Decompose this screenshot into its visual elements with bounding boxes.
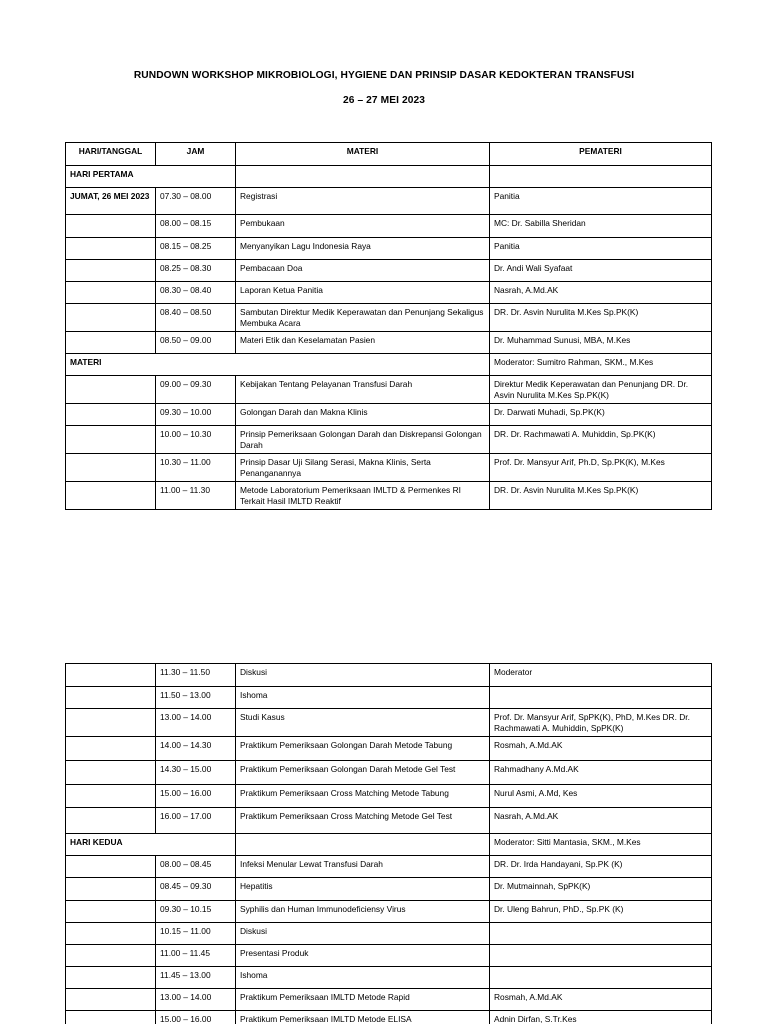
row-topic: Praktikum Pemeriksaan Cross Matching Metode Gel Test	[236, 808, 490, 834]
table-row	[66, 709, 712, 737]
row-speaker: DR. Dr. Asvin Nurulita M.Kes Sp.PK(K)	[490, 304, 712, 332]
table-row	[66, 737, 712, 761]
row-day	[66, 215, 156, 238]
row-day	[66, 808, 156, 834]
row-topic: Prinsip Pemeriksaan Golongan Darah dan Diskrepansi Golongan Darah	[236, 426, 490, 454]
row-topic: Infeksi Menular Lewat Transfusi Darah	[236, 856, 490, 878]
row-speaker: Dr. Darwati Muhadi, Sp.PK(K)	[490, 404, 712, 426]
row-topic: Diskusi	[236, 664, 490, 687]
row-day	[66, 785, 156, 808]
row-day	[66, 260, 156, 282]
row-speaker: DR. Dr. Irda Handayani, Sp.PK (K)	[490, 856, 712, 878]
row-day	[66, 901, 156, 923]
table-header-row	[66, 143, 712, 166]
row-time: 08.15 – 08.25	[156, 238, 236, 260]
table-row	[66, 923, 712, 945]
row-topic: Menyanyikan Lagu Indonesia Raya	[236, 238, 490, 260]
row-speaker: Adnin Dirfan, S.Tr.Kes	[490, 1011, 712, 1024]
table-row	[66, 664, 712, 687]
table-row	[66, 482, 712, 510]
row-topic: Pembukaan	[236, 215, 490, 238]
rundown-table-page1	[65, 142, 712, 510]
table-row	[66, 1011, 712, 1024]
row-topic: Hepatitis	[236, 878, 490, 901]
table-row	[66, 332, 712, 354]
row-speaker: Moderator	[490, 664, 712, 687]
row-time: 13.00 – 14.00	[156, 989, 236, 1011]
row-speaker: Dr. Andi Wali Syafaat	[490, 260, 712, 282]
row-speaker: Rosmah, A.Md.AK	[490, 737, 712, 761]
table-row	[66, 238, 712, 260]
table-row	[66, 282, 712, 304]
table-row	[66, 260, 712, 282]
row-topic: Diskusi	[236, 923, 490, 945]
row-day	[66, 967, 156, 989]
table-row	[66, 856, 712, 878]
row-speaker: Prof. Dr. Mansyur Arif, Ph.D, Sp.PK(K), M.Kes	[490, 454, 712, 482]
row-time: 10.15 – 11.00	[156, 923, 236, 945]
row-time: 11.00 – 11.45	[156, 945, 236, 967]
rundown-table-page2	[65, 663, 712, 1024]
document-date: 26 – 27 MEI 2023	[342, 95, 426, 106]
row-speaker: DR. Dr. Rachmawati A. Muhiddin, Sp.PK(K)	[490, 426, 712, 454]
row-speaker: Panitia	[490, 238, 712, 260]
row-topic: Ishoma	[236, 967, 490, 989]
row-topic	[236, 834, 490, 856]
row-time: 15.00 – 16.00	[156, 785, 236, 808]
table-row	[66, 354, 712, 376]
row-time: 08.50 – 09.00	[156, 332, 236, 354]
row-time: 08.40 – 08.50	[156, 304, 236, 332]
table-row	[66, 785, 712, 808]
row-time: 14.00 – 14.30	[156, 737, 236, 761]
row-speaker: Moderator: Sitti Mantasia, SKM., M.Kes	[490, 834, 712, 856]
row-topic: Laporan Ketua Panitia	[236, 282, 490, 304]
table-row	[66, 376, 712, 404]
table-row	[66, 945, 712, 967]
row-topic: Metode Laboratorium Pemeriksaan IMLTD & Permenkes RI Terkait Hasil IMLTD Reaktif	[236, 482, 490, 510]
row-topic: Syphilis dan Human Immunodeficiensy Virus	[236, 901, 490, 923]
row-speaker: Dr. Mutmainnah, SpPK(K)	[490, 878, 712, 901]
section-label: HARI PERTAMA	[66, 166, 236, 188]
row-speaker: Moderator: Sumitro Rahman, SKM., M.Kes	[490, 354, 712, 376]
table-row	[66, 989, 712, 1011]
row-speaker	[490, 945, 712, 967]
table-row	[66, 967, 712, 989]
row-topic: Sambutan Direktur Medik Keperawatan dan Penunjang Sekaligus Membuka Acara	[236, 304, 490, 332]
table-row	[66, 404, 712, 426]
row-speaker: Dr. Uleng Bahrun, PhD., Sp.PK (K)	[490, 901, 712, 923]
row-speaker: Direktur Medik Keperawatan dan Penunjang DR. Dr. Asvin Nurulita M.Kes Sp.PK(K)	[490, 376, 712, 404]
table-row	[66, 215, 712, 238]
table-row	[66, 761, 712, 785]
header-topic: MATERI	[236, 143, 490, 166]
row-speaker	[490, 166, 712, 188]
row-day	[66, 989, 156, 1011]
header-day: HARI/TANGGAL	[66, 143, 156, 166]
row-time: 07.30 – 08.00	[156, 188, 236, 215]
row-topic: Praktikum Pemeriksaan IMLTD Metode Rapid	[236, 989, 490, 1011]
header-speaker: PEMATERI	[490, 143, 712, 166]
row-speaker	[490, 687, 712, 709]
row-topic: Prinsip Dasar Uji Silang Serasi, Makna Klinis, Serta Penanganannya	[236, 454, 490, 482]
row-speaker: Rahmadhany A.Md.AK	[490, 761, 712, 785]
row-speaker: Prof. Dr. Mansyur Arif, SpPK(K), PhD, M.Kes DR. Dr. Rachmawati A. Muhiddin, SpPK(K)	[490, 709, 712, 737]
row-topic: Praktikum Pemeriksaan Cross Matching Metode Tabung	[236, 785, 490, 808]
row-time: 10.30 – 11.00	[156, 454, 236, 482]
row-day	[66, 664, 156, 687]
row-day	[66, 709, 156, 737]
row-time: 09.30 – 10.00	[156, 404, 236, 426]
row-day	[66, 282, 156, 304]
row-day	[66, 482, 156, 510]
row-day	[66, 454, 156, 482]
document-title: RUNDOWN WORKSHOP MIKROBIOLOGI, HYGIENE DAN PRINSIP DASAR KEDOKTERAN TRANSFUSI	[133, 70, 635, 81]
row-time: 10.00 – 10.30	[156, 426, 236, 454]
row-speaker: DR. Dr. Asvin Nurulita M.Kes Sp.PK(K)	[490, 482, 712, 510]
row-topic: Praktikum Pemeriksaan Golongan Darah Metode Tabung	[236, 737, 490, 761]
row-day	[66, 332, 156, 354]
header-time: JAM	[156, 143, 236, 166]
row-day	[66, 878, 156, 901]
row-time: 08.45 – 09.30	[156, 878, 236, 901]
table-row	[66, 426, 712, 454]
row-day	[66, 304, 156, 332]
row-day	[66, 238, 156, 260]
row-time: 11.50 – 13.00	[156, 687, 236, 709]
row-time: 08.25 – 08.30	[156, 260, 236, 282]
table-row	[66, 834, 712, 856]
row-topic: Praktikum Pemeriksaan Golongan Darah Metode Gel Test	[236, 761, 490, 785]
row-day	[66, 1011, 156, 1024]
table-row	[66, 901, 712, 923]
section-label: HARI KEDUA	[66, 834, 236, 856]
row-day	[66, 856, 156, 878]
row-topic: Materi Etik dan Keselamatan Pasien	[236, 332, 490, 354]
row-day	[66, 426, 156, 454]
row-time: 09.00 – 09.30	[156, 376, 236, 404]
row-time: 14.30 – 15.00	[156, 761, 236, 785]
row-topic: Kebijakan Tentang Pelayanan Transfusi Darah	[236, 376, 490, 404]
row-speaker: Panitia	[490, 188, 712, 215]
row-speaker	[490, 967, 712, 989]
row-day	[66, 376, 156, 404]
table-row	[66, 166, 712, 188]
row-topic: Registrasi	[236, 188, 490, 215]
row-day	[66, 737, 156, 761]
row-speaker: Dr. Muhammad Sunusi, MBA, M.Kes	[490, 332, 712, 354]
row-time: 16.00 – 17.00	[156, 808, 236, 834]
table-row	[66, 454, 712, 482]
row-time: 15.00 – 16.00	[156, 1011, 236, 1024]
row-time: 11.00 – 11.30	[156, 482, 236, 510]
row-topic	[236, 166, 490, 188]
row-speaker: MC: Dr. Sabilla Sheridan	[490, 215, 712, 238]
row-topic: Presentasi Produk	[236, 945, 490, 967]
row-day	[66, 761, 156, 785]
row-topic: Golongan Darah dan Makna Klinis	[236, 404, 490, 426]
row-time: 11.45 – 13.00	[156, 967, 236, 989]
section-label: MATERI	[66, 354, 490, 376]
table-row	[66, 808, 712, 834]
row-time: 08.30 – 08.40	[156, 282, 236, 304]
row-time: 13.00 – 14.00	[156, 709, 236, 737]
row-time: 08.00 – 08.15	[156, 215, 236, 238]
row-topic: Pembacaan Doa	[236, 260, 490, 282]
row-speaker: Rosmah, A.Md.AK	[490, 989, 712, 1011]
row-speaker: Nurul Asmi, A.Md, Kes	[490, 785, 712, 808]
row-time: 11.30 – 11.50	[156, 664, 236, 687]
row-speaker: Nasrah, A.Md.AK	[490, 808, 712, 834]
table-row	[66, 304, 712, 332]
row-topic: Ishoma	[236, 687, 490, 709]
row-day	[66, 945, 156, 967]
row-topic: Praktikum Pemeriksaan IMLTD Metode ELISA	[236, 1011, 490, 1024]
row-day: JUMAT, 26 MEI 2023	[66, 188, 156, 215]
row-time: 08.00 – 08.45	[156, 856, 236, 878]
row-time: 09.30 – 10.15	[156, 901, 236, 923]
row-day	[66, 687, 156, 709]
table-row	[66, 188, 712, 215]
row-day	[66, 404, 156, 426]
row-topic: Studi Kasus	[236, 709, 490, 737]
table-row	[66, 878, 712, 901]
table-row	[66, 687, 712, 709]
row-speaker: Nasrah, A.Md.AK	[490, 282, 712, 304]
row-day	[66, 923, 156, 945]
row-speaker	[490, 923, 712, 945]
